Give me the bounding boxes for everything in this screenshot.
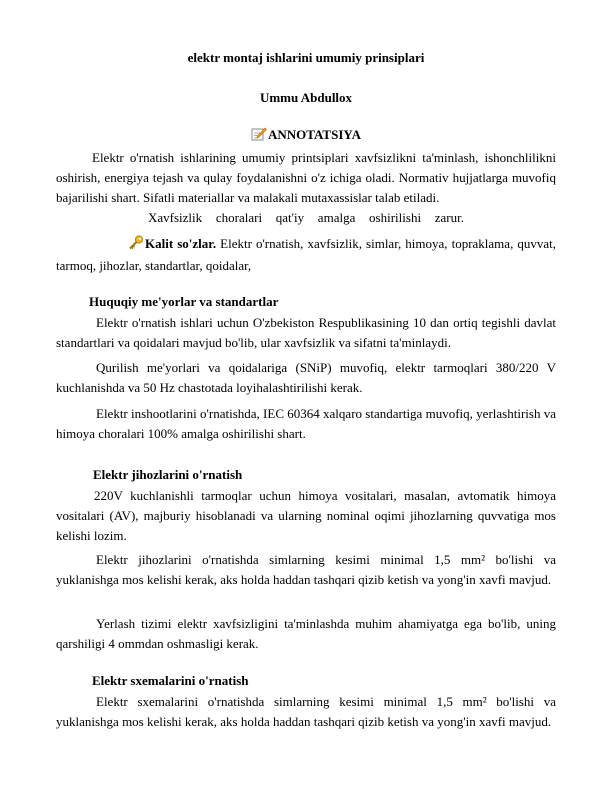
section-paragraph: Yerlash tizimi elektr xavfsizligini ta'minlashda muhim ahamiyatga ega bo'lib, uning qarshiligi 4 ommdan oshmasligi kerak. [56,616,556,651]
keywords-paragraph [56,234,556,276]
section-paragraph: Elektr o'rnatish ishlari uchun O'zbekiston Respublikasining 10 dan ortiq tegishli davlat standartlari va qoidalari mavjud bo'lib, ular xavfsizlik va sifatni ta'minlaydi. [56,315,556,350]
memo-pencil-icon [251,127,267,145]
section-paragraph: Elektr inshootlarini o'rnatishda, IEC 60364 xalqaro standartiga muvofiq, yerlashtirish va himoya choralari 100% amalga oshirilishi shart. [56,406,556,441]
section-heading: Elektr jihozlarini o'rnatish [93,467,243,482]
annotation-text: Elektr o'rnatish ishlarining umumiy printsiplari xavfsizlikni ta'minlash, ishonchlilikni oshirish, energiya tejash va qulay foydalanishni o'z ichiga oladi. Normativ hujjatlarga muvofiq bajarilishi shart. Sifatli materiallar va malakali mutaxassislar talab etiladi. [56,150,556,205]
section-heading: Huquqiy me'yorlar va standartlar [89,294,279,309]
section-paragraph: 220V kuchlanishli tarmoqlar uchun himoya vositalari, masalan, avtomatik himoya vositalari (AV), majburiy hisoblanadi va ularning nominal oqimi jihozlarning quvvatiga mos kelishi lozim. [56,488,556,543]
section-paragraph: Elektr jihozlarini o'rnatishda simlarning kesimi minimal 1,5 mm² bo'lishi va yuklanishga mos kelishi kerak, aks holda haddan tashqari qizib ketish va yong'in xavfi mavjud. [56,552,556,587]
key-icon [92,235,144,256]
document-title: elektr montaj ishlarini umumiy prinsiplari [187,50,425,65]
keywords-text: Elektr o'rnatish, xavfsizlik, simlar, himoya, topraklama, quvvat, tarmoq, jihozlar, standartlar, qoidalar, [56,236,556,273]
annotation-heading: ANNOTATSIYA [268,127,361,142]
annotation-tail-text: Xavfsizlik choralari qat'iy amalga oshirilishi zarur. [148,210,464,225]
annotation-tail [56,208,464,228]
document-author: Ummu Abdullox [259,90,353,105]
section-paragraph: Elektr sxemalarini o'rnatishda simlarning kesimi minimal 1,5 mm² bo'lishi va yuklanishga mos kelishi kerak, aks holda haddan tashqari qizib ketish va yong'in xavfi mavjud. [56,694,556,729]
section-heading: Elektr sxemalarini o'rnatish [92,673,249,688]
keywords-label: Kalit so'zlar. [145,236,217,251]
annotation-heading-line [56,127,556,145]
section-paragraph: Qurilish me'yorlari va qoidalariga (SNiP) muvofiq, elektr tarmoqlari 380/220 V kuchlanishda va 50 Hz chastotada loyihalashtirilishi kerak. [56,360,556,395]
